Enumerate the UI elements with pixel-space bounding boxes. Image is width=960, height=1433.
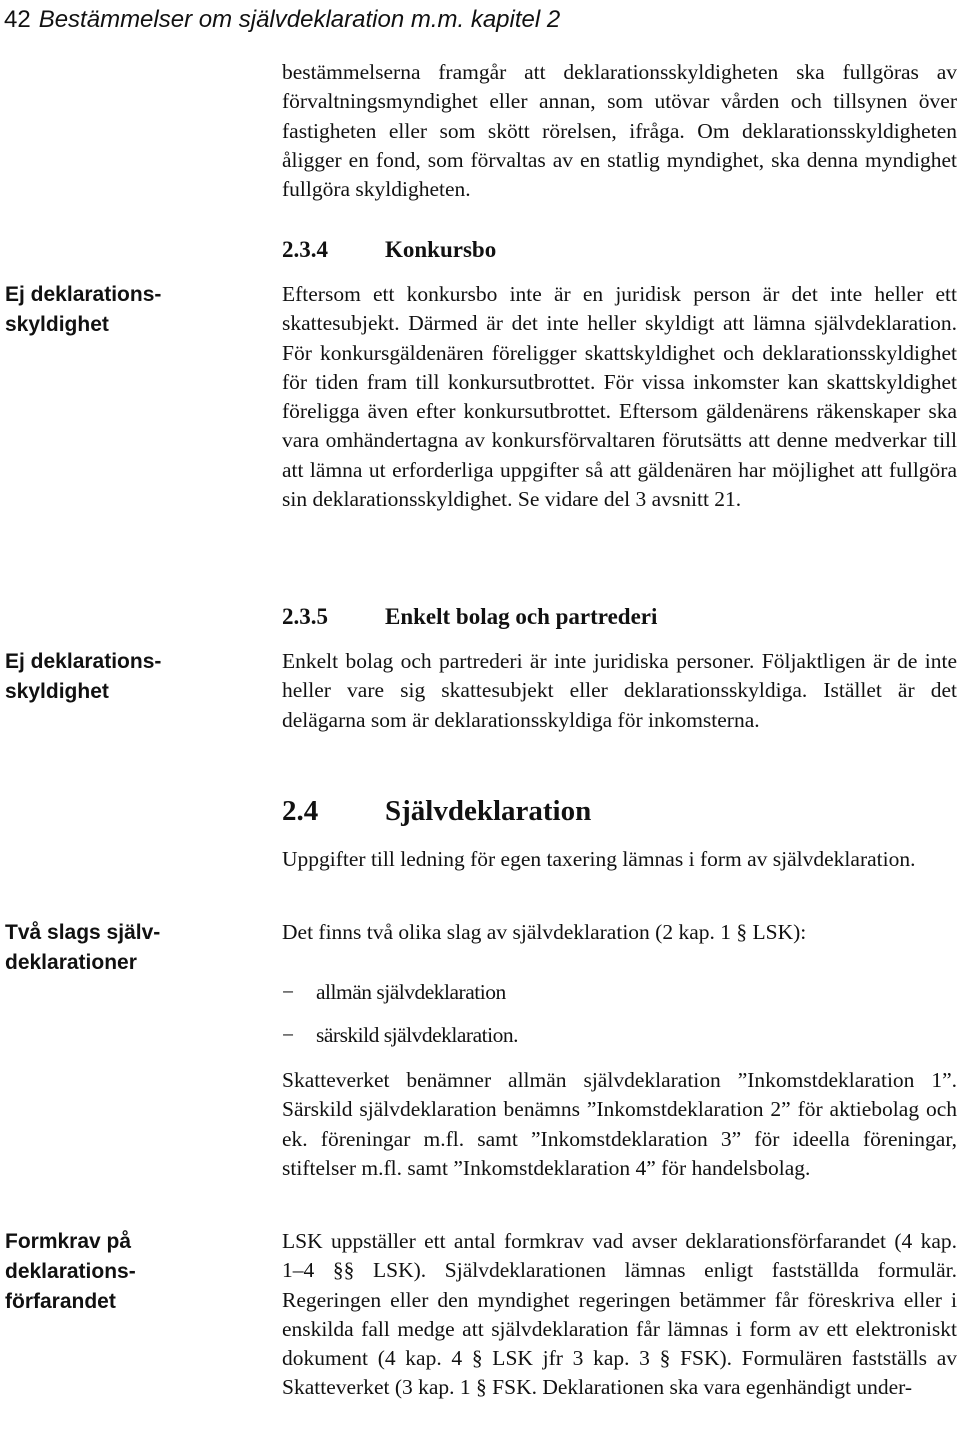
list-item-text: allmän självdeklaration bbox=[316, 980, 506, 1004]
paragraph-enkelt-bolag: Enkelt bolag och partrederi är inte juridiska personer. Följaktligen är de inte heller vare sig skattesubjekt eller deklarationsskyldiga. Istället är det delägarna som är deklarationsskyldiga för inkomsterna. bbox=[282, 649, 957, 732]
section-number: 2.3.4 bbox=[282, 237, 328, 262]
margin-note-line: Ej deklarations- bbox=[5, 650, 162, 673]
section-number: 2.4 bbox=[282, 795, 319, 827]
margin-note-line: deklarationer bbox=[5, 951, 137, 974]
heading-2-3-5 bbox=[282, 604, 658, 630]
margin-note-3 bbox=[5, 918, 265, 978]
margin-note-line: Formkrav på bbox=[5, 1230, 132, 1253]
paragraph-skatteverket: Skatteverket benämner allmän självdeklaration ”Inkomstdeklaration 1”. Särskild självdeklaration benämns ”Inkomstdeklaration 2” för aktiebolag och ek. föreningar m.fl. samt ”Inkomstdeklaration 3” för ideella föreningar, stiftelser m.fl. samt ”Inkomstdeklaration 4” för handelsbolag. bbox=[282, 1068, 957, 1180]
paragraph-formkrav: LSK uppställer ett antal formkrav vad avser deklarationsförfarandet (4 kap. 1–4 §§ LSK). Självdeklarationen lämnas enligt fastställda formulär. Regeringen eller den myndighet regeringen betämmer får föreskriva eller i enskilda fall medge att självdeklaration får lämnas i form av ett elektroniskt dokument (4 kap. 4 § LSK jfr 3 kap. 3 § FSK). Formulären fastställs av Skatteverket (3 kap. 1 § FSK. Deklarationen ska vara egenhändigt under- bbox=[282, 1229, 957, 1400]
running-title: Bestämmelser om självdeklaration m.m. kapitel 2 bbox=[38, 6, 561, 33]
margin-note-line: skyldighet bbox=[5, 313, 109, 336]
paragraph-uppgifter: Uppgifter till ledning för egen taxering lämnas i form av självdeklaration. bbox=[282, 847, 916, 871]
running-header bbox=[4, 6, 560, 34]
paragraph-fund-liability: bestämmelserna framgår att deklarationsskyldigheten ska fullgöras av förvaltningsmyndighet eller annan, som utövar vården och tillsynen över fastigheten eller som skött rörelsen, ifråga. Om deklarationsskyldigheten åligger en fond, som förvaltas av en statlig myndighet, ska denna myndighet fullgöra skyldigheten. bbox=[282, 60, 957, 202]
margin-note-line: skyldighet bbox=[5, 680, 109, 703]
dash-bullet-icon: − bbox=[282, 1023, 295, 1047]
margin-note-line: Ej deklarations- bbox=[5, 283, 162, 306]
margin-note-2 bbox=[5, 647, 265, 707]
heading-2-3-4 bbox=[282, 237, 497, 263]
list-item-text: särskild självdeklaration. bbox=[316, 1023, 518, 1047]
page-number: 42 bbox=[4, 6, 31, 33]
section-number: 2.3.5 bbox=[282, 604, 328, 629]
margin-note-line: Två slags själv- bbox=[5, 921, 161, 944]
margin-note-1 bbox=[5, 280, 265, 340]
paragraph-konkursbo: Eftersom ett konkursbo inte är en juridisk person är det inte heller ett skattesubjekt. Därmed är det inte heller skyldigt att lämna självdeklaration. För konkursgäldenären föreligger skattskyldighet och deklarationsskyldighet för tiden fram till konkursutbrottet. För vissa inkomster kan skattskyldighet föreligga även efter konkursutbrottet. Eftersom gäldenärens räkenskaper ska vara omhändertagna av konkursförvaltaren förutsätts att denne medverkar till att lämna ut erforderliga uppgifter så att gäldenären har möjlighet att fullgöra sin deklarationsskyldighet. Se vidare del 3 avsnitt 21. bbox=[282, 282, 957, 512]
section-title: Enkelt bolag och partrederi bbox=[385, 604, 658, 629]
dash-bullet-icon: − bbox=[282, 980, 295, 1004]
section-title: Konkursbo bbox=[385, 237, 497, 262]
margin-note-4 bbox=[5, 1227, 265, 1317]
section-title: Självdeklaration bbox=[385, 795, 592, 827]
margin-note-line: deklarations- bbox=[5, 1260, 136, 1283]
paragraph-tva-slag: Det finns två olika slag av självdeklaration (2 kap. 1 § LSK): bbox=[282, 920, 807, 944]
heading-2-4 bbox=[282, 795, 592, 828]
margin-note-line: förfarandet bbox=[5, 1290, 116, 1313]
